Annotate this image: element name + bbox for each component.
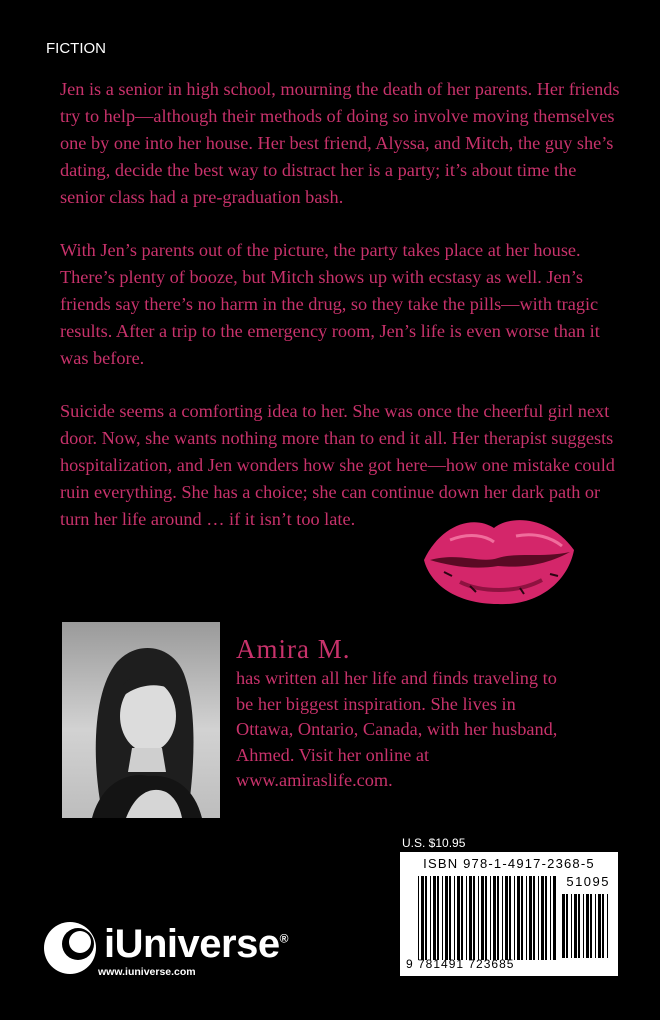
barcode-bars-main <box>418 876 558 960</box>
barcode-bar <box>461 876 463 960</box>
price-label: U.S. $10.95 <box>402 836 466 850</box>
barcode-bar <box>529 876 532 960</box>
barcode-bar <box>457 876 460 960</box>
barcode-bar <box>473 876 475 960</box>
barcode-bar <box>490 876 491 960</box>
barcode-bars-addon <box>562 894 612 958</box>
barcode-bar <box>598 894 601 958</box>
barcode-bar <box>538 876 539 960</box>
barcode-bar <box>425 876 427 960</box>
barcode-bar <box>485 876 487 960</box>
iuniverse-logo-icon <box>42 920 100 978</box>
price-code: 51095 <box>566 874 610 889</box>
barcode-bar <box>505 876 508 960</box>
barcode-bar <box>478 876 479 960</box>
author-photo <box>62 622 220 818</box>
barcode-bar <box>607 894 608 958</box>
publisher-wordmark <box>104 922 288 967</box>
barcode-bar <box>421 876 424 960</box>
barcode-bar <box>541 876 544 960</box>
barcode-bar <box>493 876 496 960</box>
ean-digits: 9 781491 723685 <box>406 957 515 971</box>
author-bio: has written all her life and finds traveling to be her biggest inspiration. She lives in Ottawa, Ontario, Canada, with her husband, Ahmed. Visit her online at www.amiraslife.com. <box>236 668 558 790</box>
author-name: Amira M. <box>236 634 351 664</box>
barcode-bar <box>545 876 547 960</box>
publisher-wordmark-text: iUniverse <box>104 922 280 966</box>
barcode-bar <box>509 876 511 960</box>
barcode-bar <box>550 876 551 960</box>
registered-mark: ® <box>279 931 288 946</box>
blurb-paragraph-1: Jen is a senior in high school, mourning the death of her parents. Her friends try to help—although their methods of doing so involve moving themselves one by one into her house. Her best friend, Alyssa, and Mitch, the guy she’s dating, decide the best way to distract her is a party; it’s about time the senior class had a pre-graduation bash. <box>60 79 620 207</box>
barcode-bar <box>502 876 503 960</box>
barcode-bar <box>533 876 535 960</box>
isbn-number: ISBN 978-1-4917-2368-5 <box>423 856 595 871</box>
barcode-bar <box>566 894 568 958</box>
barcode-bar <box>430 876 431 960</box>
author-portrait-image <box>62 622 220 818</box>
barcode-bar <box>586 894 589 958</box>
barcode-bar <box>442 876 443 960</box>
back-cover-blurb <box>60 76 620 559</box>
barcode-bar <box>454 876 455 960</box>
barcode-bar <box>497 876 499 960</box>
blurb-paragraph-3: Suicide seems a comforting idea to her. She was once the cheerful girl next door. Now, she wants nothing more than to end it all. Her therapist suggests hospitalization, and Jen wonders how she got here—how one mistake could ruin everything. She has a choice; she can continue down her dark path or turn her life around … if it isn’t too late. <box>60 401 615 529</box>
barcode-bar <box>578 894 580 958</box>
barcode-bar <box>433 876 436 960</box>
barcode-bar <box>590 894 592 958</box>
barcode-bar <box>526 876 527 960</box>
barcode-bar <box>466 876 467 960</box>
barcode-bar <box>595 894 596 958</box>
barcode-bar <box>571 894 572 958</box>
barcode-bar <box>553 876 556 960</box>
barcode-bar <box>602 894 604 958</box>
genre-label: FICTION <box>46 40 106 57</box>
barcode-bar <box>562 894 565 958</box>
barcode-bar <box>514 876 515 960</box>
publisher-logo <box>42 918 292 982</box>
barcode-bar <box>437 876 439 960</box>
barcode-bar <box>449 876 451 960</box>
barcode-bar <box>481 876 484 960</box>
barcode-bar <box>583 894 584 958</box>
barcode-bar <box>574 894 577 958</box>
blurb-paragraph-2: With Jen’s parents out of the picture, the party takes place at her house. There’s plenty of booze, but Mitch shows up with ecstasy as well. Jen’s friends say there’s no harm in the drug, so they take the pills—with tragic results. After a trip to the emergency room, Jen’s life is even worse than it was before. <box>60 240 600 368</box>
barcode-bar <box>418 876 419 960</box>
barcode-bar <box>521 876 523 960</box>
barcode-bar <box>445 876 448 960</box>
publisher-url: www.iuniverse.com <box>98 966 196 978</box>
barcode-bar <box>469 876 472 960</box>
isbn-barcode <box>400 852 618 976</box>
lipstick-kiss-image <box>420 512 578 608</box>
barcode-bar <box>517 876 520 960</box>
